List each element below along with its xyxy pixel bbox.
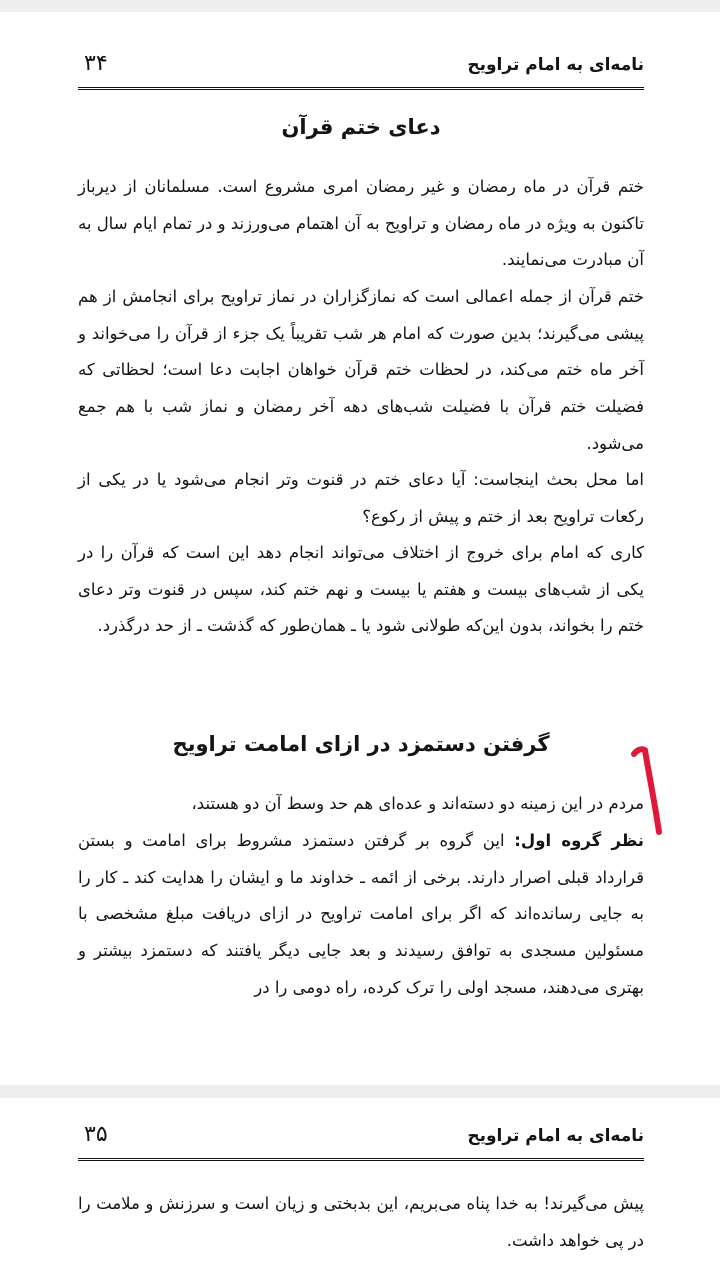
paragraph-6 [78, 823, 644, 1007]
paragraph-6-text: این گروه بر گرفتن دستمزد مشروط برای امامت و بستن قرارداد قبلی اصرار دارند. برخی از ائمه ـ خداوند ما و ایشان را هدایت کند ـ کار را به جایی رسانده‌اند که اگر برای امامت تراویح در ازای دریافت مبلغ مشخصی با مسئولین مسجدی به توافق رسیدند و بعد جایی دیگر یافتند که دستمزد بیشتر و بهتری می‌دهند، مسجد اولی را ترک کرده، راه دومی را در [78, 831, 644, 997]
paragraph-4: کاری که امام برای خروج از اختلاف می‌تواند انجام دهد این است که قرآن را در یکی از شب‌های بیست و هفتم یا بیست و نهم ختم کند، سپس در قنوت وتر دعای ختم را بخواند، بدون این‌که طولانی شود یا ـ همان‌طور که گذشت ـ از حد درگذرد. [78, 543, 644, 636]
paragraph-2: ختم قرآن از جمله اعمالی است که نمازگزاران در نماز تراویح برای انجامش از هم پیشی می‌گیرند؛ بدین صورت که امام هر شب تقریباً یک جزء از قرآن را می‌خواند و آخر ماه ختم می‌کند، در لحظات ختم قرآن خواهان اجابت دعا است؛ لحظاتی که فضیلت ختم قرآن با فضیلت شب‌های دهه آخر رمضان و نماز شب با هم جمع می‌شود. [78, 287, 644, 453]
running-head [78, 1118, 644, 1161]
page-number: ۳۴ [84, 51, 108, 76]
section-heading-khatm-dua: دعای ختم قرآن [281, 115, 441, 139]
running-head-title: نامه‌ای به امام تراویح [467, 55, 644, 75]
book-page-35 [0, 1098, 720, 1263]
book-page-34 [0, 12, 720, 1085]
paragraph-1: ختم قرآن در ماه رمضان و غیر رمضان امری مشروع است. مسلمانان از دیرباز تاکنون به ویژه در ماه رمضان و تراویح به آن اهتمام می‌ورزند و در تمام ایام سال به آن مبادرت می‌نمایند. [78, 177, 644, 270]
section-heading-wage: گرفتن دستمزد در ازای امامت تراویح [172, 732, 550, 756]
running-head [78, 47, 644, 90]
paragraph-5: مردم در این زمینه دو دسته‌اند و عده‌ای هم حد وسط آن دو هستند، [191, 794, 644, 813]
group-one-label: نظر گروه اول: [514, 831, 644, 850]
paragraph-3: اما محل بحث اینجاست: آیا دعای ختم در قنوت وتر انجام می‌شود یا در یکی از رکعات تراویح بعد از ختم و پیش از رکوع؟ [78, 470, 644, 526]
paragraph-continued: پیش می‌گیرند! به خدا پناه می‌بریم، این بدبختی و زیان است و سرزنش و ملامت را در پی خواهد داشت. [78, 1194, 644, 1250]
handwritten-number-one-annotation [628, 740, 668, 840]
page-number: ۳۵ [84, 1122, 108, 1147]
running-head-title: نامه‌ای به امام تراویح [467, 1126, 644, 1146]
